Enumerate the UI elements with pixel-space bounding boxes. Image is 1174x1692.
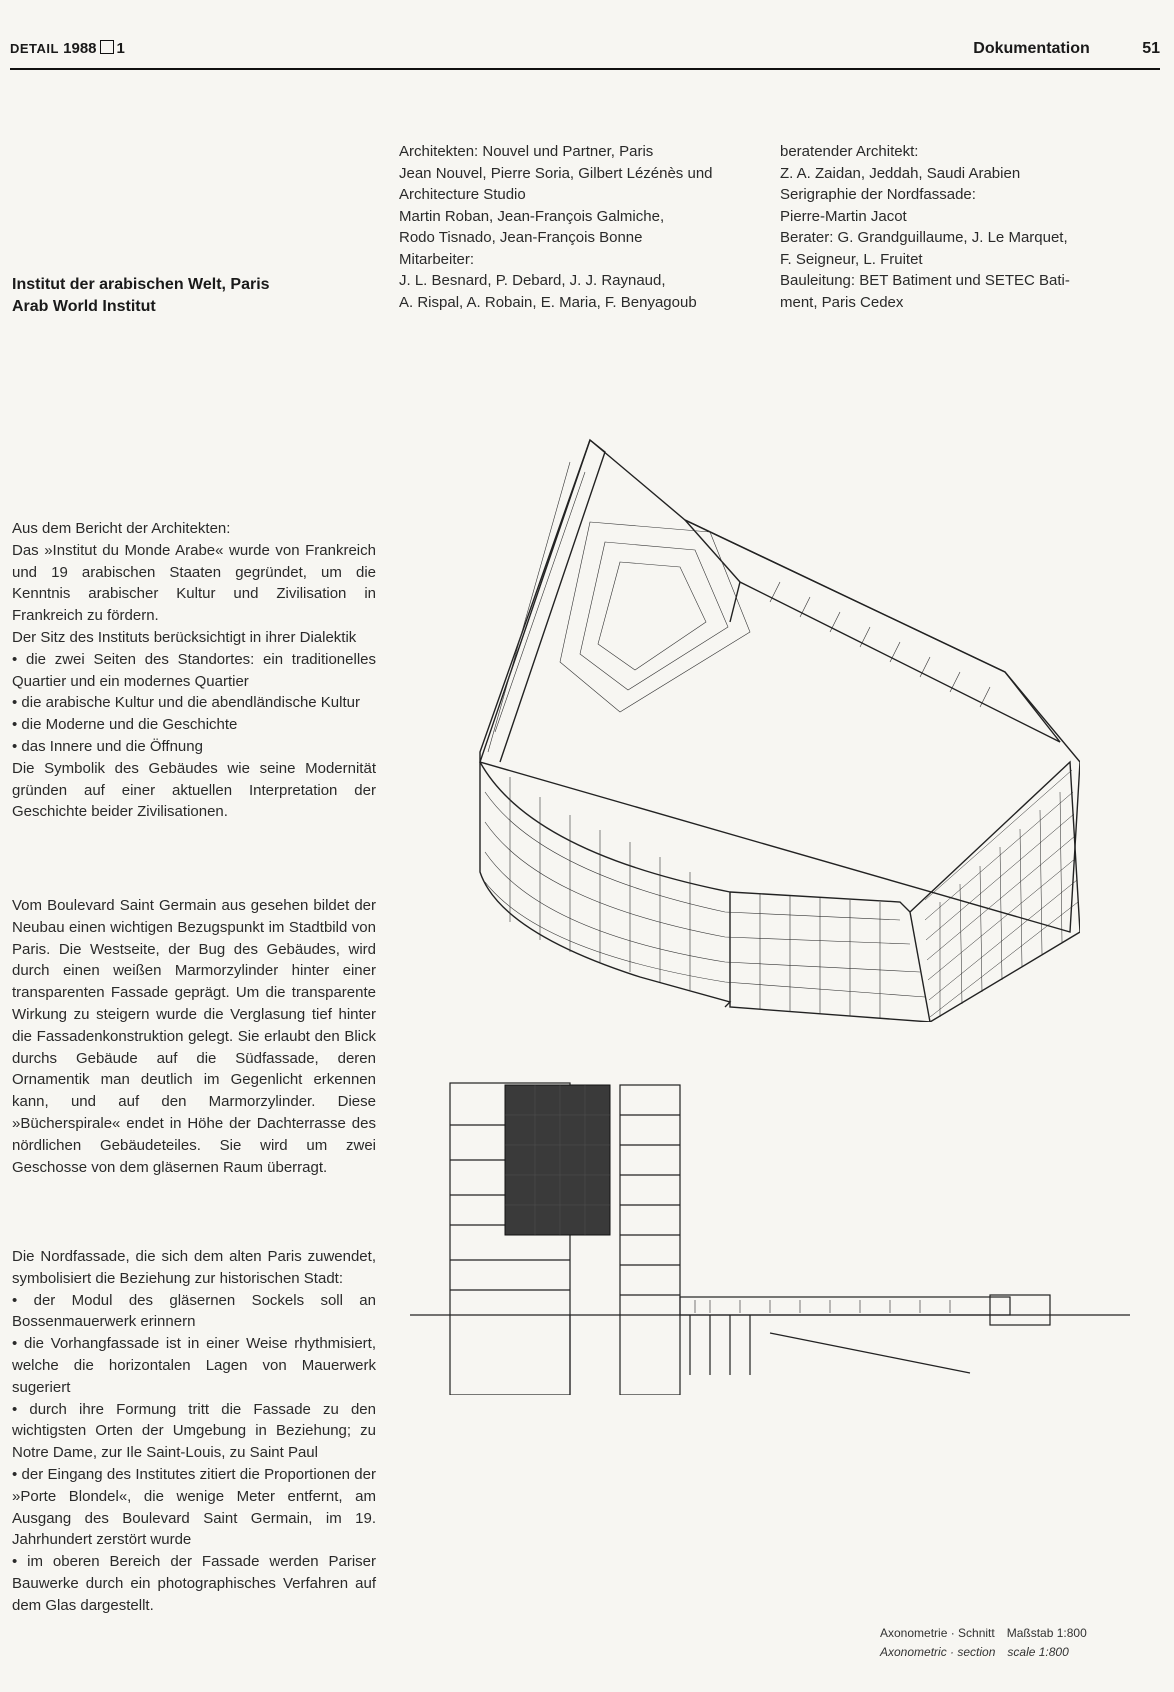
page-header (10, 40, 1160, 70)
caption-german-scale: Maßstab 1:800 (1006, 1626, 1087, 1640)
issue-number: 1 (116, 40, 125, 57)
credit-line: Rodo Tisnado, Jean-François Bonne (399, 229, 643, 246)
bullet-item: • der Modul des gläsernen Sockels soll an Bossenmauerwerk erinnern (12, 1291, 376, 1331)
body-paragraph: Die Nordfassade, die sich dem alten Paris zuwendet, symbolisiert die Beziehung zur historischen Stadt: (12, 1248, 376, 1287)
credit-line: Z. A. Zaidan, Jeddah, Saudi Arabien (780, 164, 1021, 182)
bullet-item: • die Vorhangfassade ist in einer Weise rhythmisiert, welche die horizontalen Lagen von Mauerwerk sugeriert (12, 1335, 376, 1396)
credit-line: Pierre-Martin Jacot (780, 207, 907, 225)
title-german: Institut der arabischen Welt, Paris (12, 276, 270, 293)
magazine-name: DETAIL (10, 41, 59, 56)
body-paragraph: Vom Boulevard Saint Germain aus gesehen bildet der Neubau einen wichtigen Bezugspunkt im Stadtbild von Paris. Die Westseite, der Bug des Gebäudes, wird durch einen weißen Marmorzylinder hinter einer transparenten Fassade geprägt. Um die transparente Wirkung zu steigern wurde die Verglasung tief hinter die Fassadenkonstruktion gelegt. Sie erlaubt den Blick durchs Gebäude auf die Südfassade, deren Ornamentik man deutlich im Gegenlicht erkennen kann, und auf den Marmorzylinder. Diese »Bücherspirale« endet in Höhe der Dachterrasse des nördlichen Gebäudeteiles. Sie wird um zwei Geschosse von dem gläsernen Raum überragt. (12, 897, 376, 1176)
credit-line: Serigraphie der Nordfassade: (780, 186, 976, 203)
page-number: 51 (1142, 40, 1160, 57)
bullet-item: • durch ihre Formung tritt die Fassade zu den wichtigsten Orten der Umgebung in Beziehung; zu Notre Dame, zur Ile Saint-Louis, zu Saint Paul (12, 1400, 376, 1462)
credit-line: F. Seigneur, L. Fruitet (780, 250, 923, 268)
credit-line: beratender Architekt: (780, 143, 919, 160)
credit-line: Jean Nouvel, Pierre Soria, Gilbert Lézénès und (399, 164, 713, 182)
credit-line: A. Rispal, A. Robain, E. Maria, F. Benyagoub (399, 293, 697, 311)
credit-line: Bauleitung: BET Batiment und SETEC Bati- (780, 272, 1070, 289)
body-paragraph: Der Sitz des Instituts berücksichtigt in ihrer Dialektik (12, 628, 357, 646)
intro-lead: Aus dem Bericht der Architekten: (12, 520, 231, 537)
bullet-item: • der Eingang des Institutes zitiert die Proportionen der »Porte Blondel«, die wenige Meter entfernt, am Ausgang des Boulevard Saint Germain, im 19. Jahrhundert zerstört wurde (12, 1465, 376, 1549)
caption-german: Axonometrie · Schnitt (880, 1626, 995, 1640)
bullet-item: • das Innere und die Öffnung (12, 737, 203, 755)
credits-consultants (780, 141, 1155, 313)
bullet-item: • die arabische Kultur und die abendländische Kultur (12, 694, 360, 712)
boulevard-paragraph (12, 895, 376, 1178)
body-paragraph: Die Symbolik des Gebäudes wie seine Modernität gründen auf einer aktuellen Interpretation der Geschichte beider Zivilisationen. (12, 759, 376, 821)
caption-english: Axonometric · section (880, 1645, 996, 1659)
credit-line: Mitarbeiter: (399, 250, 475, 268)
credit-line: Architecture Studio (399, 186, 526, 203)
bullet-item: • die Moderne und die Geschichte (12, 716, 238, 734)
intro-text (12, 518, 376, 823)
credit-line: Martin Roban, Jean-François Galmiche, (399, 207, 665, 225)
north-facade-text (12, 1246, 376, 1617)
body-paragraph: Das »Institut du Monde Arabe« wurde von Frankreich und 19 arabischen Staaten gegründet, um die Kenntnis arabischer Kultur und Zivilisation in Frankreich zu fördern. (12, 541, 376, 625)
header-left (10, 40, 125, 57)
bullet-item: • die zwei Seiten des Standortes: ein traditionelles Quartier und ein modernes Quartier (12, 650, 376, 690)
section-name: Dokumentation (973, 40, 1090, 57)
credits-architects (399, 141, 769, 313)
header-right (973, 40, 1160, 58)
figure-caption (880, 1624, 1087, 1662)
section-drawing (410, 1075, 1130, 1395)
bullet-item: • im oberen Bereich der Fassade werden Pariser Bauwerke durch ein photographisches Verfahren auf dem Glas dargestellt. (12, 1553, 376, 1614)
caption-english-scale: scale 1:800 (1007, 1645, 1069, 1659)
issue-separator-box (100, 40, 114, 54)
title-english: Arab World Institut (12, 298, 156, 315)
credit-line: Architekten: Nouvel und Partner, Paris (399, 143, 654, 160)
article-title (12, 274, 270, 318)
credit-line: Berater: G. Grandguillaume, J. Le Marquet, (780, 229, 1068, 246)
credit-line: J. L. Besnard, P. Debard, J. J. Raynaud, (399, 272, 666, 289)
credit-line: ment, Paris Cedex (780, 293, 904, 311)
issue-year: 1988 (63, 40, 97, 57)
axonometric-drawing (470, 432, 1080, 1022)
